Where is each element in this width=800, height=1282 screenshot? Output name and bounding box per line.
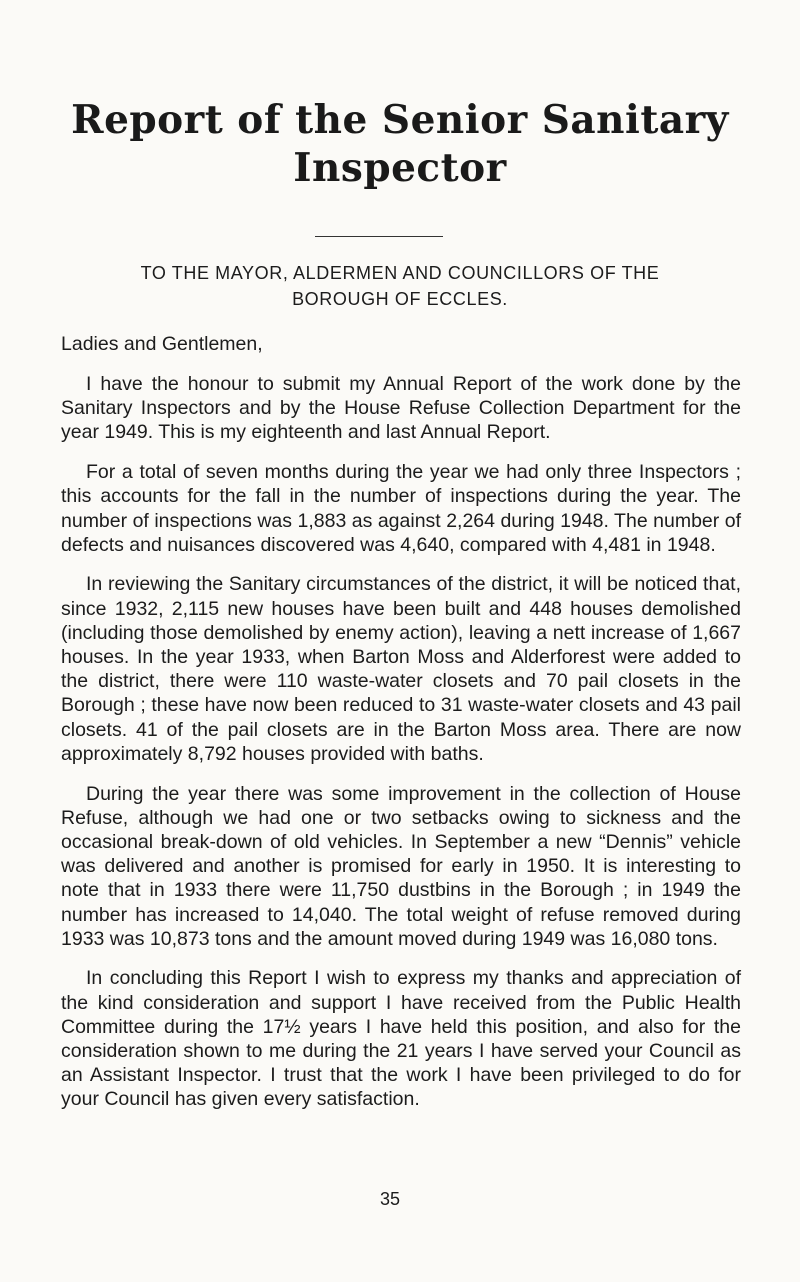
body-paragraph: During the year there was some improvement in the collection of House Refuse, although we had one or two setbacks owing to sickness and the occasional break-down of old vehicles. In September a new “Dennis” vehicle was delivered and another is promised for early in 1950. It is interesting to note that in 1933 there were 11,750 dustbins in the Borough ; in 1949 the number has increased to 14,040. The total weight of refuse removed during 1933 was 10,873 tons and the amount moved during 1949 was 16,080 tons. xyxy=(61,782,741,950)
body-paragraph: I have the honour to submit my Annual Report of the work done by the Sanitary Inspectors and by the House Refuse Collection Department for the year 1949. This is my eighteenth and last Annual Report. xyxy=(61,373,741,444)
report-title-line-2: Inspector xyxy=(293,145,507,191)
report-title xyxy=(60,96,740,192)
title-divider xyxy=(315,236,443,237)
body-paragraph: In reviewing the Sanitary circumstances of the district, it will be noticed that, since 1932, 2,115 new houses have been built and 448 houses demolished (including those demolished by enemy action), leaving a nett increase of 1,667 houses. In the year 1933, when Barton Moss and Alderforest were added to the district, there were 110 waste-water closets and 70 pail closets in the Borough ; these have now been reduced to 31 waste-water closets and 43 pail closets. 41 of the pail closets are in the Barton Moss area. There are now approximately 8,792 houses provided with baths. xyxy=(61,573,741,765)
report-body xyxy=(61,372,741,1127)
addressee-line-2: BOROUGH OF ECCLES. xyxy=(292,289,508,309)
body-paragraph: In concluding this Report I wish to express my thanks and appreciation of the kind consideration and support I have received from the Public Health Committee during the 17½ years I have held this position, and also for the consideration shown to me during the 21 years I have served your Council as an Assistant Inspector. I trust that the work I have been privileged to do for your Council has given every satisfaction. xyxy=(61,967,741,1111)
addressee-block xyxy=(60,260,740,312)
page-number: 35 xyxy=(379,1189,401,1209)
body-paragraph: For a total of seven months during the year we had only three Inspectors ; this accounts for the fall in the number of inspections during the year. The number of inspections was 1,883 as against 2,264 during 1948. The number of defects and nuisances discovered was 4,640, compared with 4,481 in 1948. xyxy=(61,461,741,556)
addressee-line-1: TO THE MAYOR, ALDERMEN AND COUNCILLORS OF THE xyxy=(140,263,660,283)
salutation: Ladies and Gentlemen, xyxy=(61,333,263,355)
report-title-line-1: Report of the Senior Sanitary xyxy=(71,97,729,143)
